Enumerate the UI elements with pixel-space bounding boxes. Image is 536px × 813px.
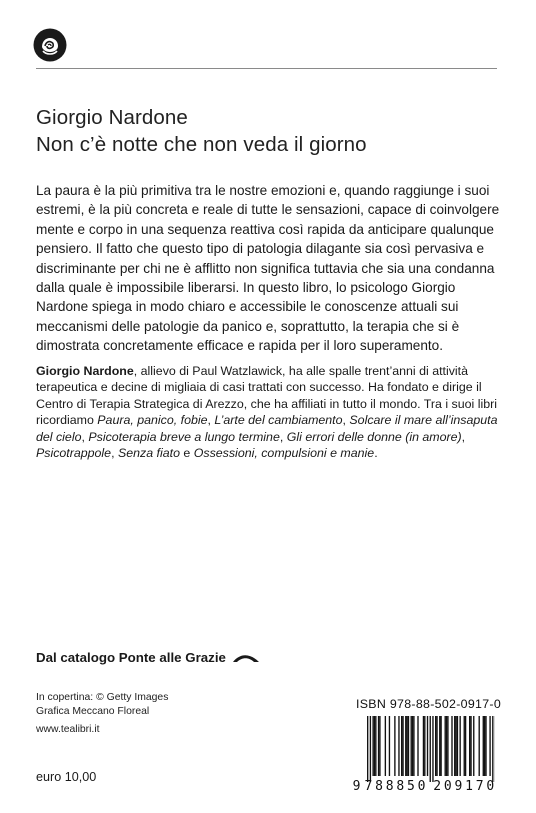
bio-book-title: Senza fiato: [117, 446, 180, 461]
barcode-bar: [464, 716, 465, 776]
barcode-bars: [355, 716, 495, 786]
barcode-bar: [447, 716, 448, 776]
cover-photo-credit: In copertina: © Getty Images: [36, 692, 169, 703]
barcode-bar: [457, 716, 458, 776]
barcode-bar: [402, 716, 403, 776]
barcode-bar: [375, 716, 376, 776]
bio-book-title: Psicoterapia breve a lungo termine: [88, 429, 280, 444]
bio-separator: ,: [111, 446, 118, 461]
barcode-guard-bar: [492, 716, 493, 782]
header-divider: [36, 68, 497, 69]
barcode-right-digits: 209170: [433, 779, 497, 794]
barcode-guard-bar: [430, 716, 431, 782]
barcode-bar: [401, 716, 402, 776]
blurb-paragraph: La paura è la più primitiva tra le nostre emozioni e, quando raggiunge i suoi estremi, è la più concreta e reale di tutte le sensazioni, capace di coinvolgere mente e corpo in una sequenza reattiva così rapida da anticipare qualunque pensiero. Il fatto che questo tipo di patologia dilagante sia così pervasiva e discriminante per chi ne è afflitto non significa tuttavia che sia una condanna dalla quale è impossibile liberarsi. In questo libro, lo psicologo Giorgio Nardone spiega in modo chiaro e accessibile le conoscenze attuali sui meccanismi delle patologie da panico e, soprattutto, la terapia che si è dimostrata concretamente efficace e rapida per il loro superamento.: [36, 183, 500, 354]
isbn-label: ISBN 978-88-502-0917-0: [356, 697, 502, 711]
barcode-bar: [394, 716, 395, 776]
bio-text: , allievo di Paul Watzlawick, ha alle spalle trent’anni di attività terapeutica e decine di migliaia di casi trattati con successo. Ha fondato e dirige il Centro di Terapia Strategica di Arezzo, che ha affiliati in tutto il mondo. Tra i suoi libri ricordiamo: [36, 364, 497, 428]
bio-book-title: Psicotrappole: [36, 446, 112, 461]
barcode-bar: [424, 716, 425, 776]
barcode-bar: [440, 716, 441, 776]
bio-book-title: Gli errori delle donne (in amore): [286, 429, 462, 444]
isbn-barcode: [351, 714, 497, 800]
bio-separator: ,: [81, 429, 89, 444]
author-bio: [36, 363, 502, 461]
barcode-bar: [469, 716, 470, 776]
price: euro 10,00: [36, 770, 97, 784]
barcode-bar: [470, 716, 471, 776]
barcode-bar: [484, 716, 485, 776]
barcode-bar: [446, 716, 447, 776]
bio-book-title: Solcare il mare all’insaputa del cielo: [36, 413, 498, 444]
catalog-line: [36, 650, 260, 665]
barcode-bar: [479, 716, 480, 776]
bio-separator: ,: [461, 429, 466, 444]
barcode-bar: [378, 716, 379, 776]
barcode-guard-bar: [370, 716, 371, 782]
bio-separator: ,: [207, 413, 215, 428]
barcode-bar: [436, 716, 437, 776]
bio-end: .: [374, 446, 378, 461]
barcode-bar: [423, 716, 424, 776]
barcode-bar: [459, 716, 460, 776]
barcode-bar: [374, 716, 375, 776]
barcode-bar: [465, 716, 466, 776]
bio-separator: ,: [342, 413, 350, 428]
barcode-digits: [351, 779, 497, 794]
design-credit: Grafica Meccano Floreal: [36, 706, 150, 717]
barcode-bar: [454, 716, 455, 776]
bio-book-title: Paura, panico, fobie: [97, 413, 208, 428]
author-name: Giorgio Nardone: [36, 106, 188, 129]
bio-separator: e: [179, 446, 194, 461]
barcode-bar: [398, 716, 399, 776]
barcode-left-digits: 788850: [364, 779, 429, 794]
barcode-bar: [412, 716, 413, 776]
barcode-bar: [451, 716, 452, 776]
barcode-first-digit: 9: [352, 779, 361, 794]
barcode-bar: [489, 716, 490, 776]
barcode-bar: [473, 716, 474, 776]
barcode-bar: [417, 716, 418, 776]
bio-book-title: L’arte del cambiamento: [214, 413, 343, 428]
book-title: Non c’è notte che non veda il giorno: [36, 133, 367, 156]
barcode-bar: [408, 716, 409, 776]
bridge-arc-icon: [232, 652, 260, 664]
title-block: [36, 104, 506, 158]
bio-author-name: Giorgio Nardone: [36, 364, 134, 378]
barcode-bar: [385, 716, 386, 776]
bio-separator: ,: [279, 429, 287, 444]
barcode-bar: [379, 716, 380, 776]
barcode-bar: [439, 716, 440, 776]
rose-publisher-logo-icon: [33, 28, 67, 62]
catalog-label: Dal catalogo Ponte alle Grazie: [36, 650, 226, 665]
barcode-bar: [405, 716, 406, 776]
barcode-bar: [435, 716, 436, 776]
barcode-bar: [406, 716, 407, 776]
barcode-guard-bar: [432, 716, 433, 782]
barcode-bar: [389, 716, 390, 776]
barcode-bar: [483, 716, 484, 776]
barcode-bar: [372, 716, 373, 776]
barcode-bar: [411, 716, 412, 776]
barcode-bar: [427, 716, 428, 776]
barcode-bar: [455, 716, 456, 776]
website-link[interactable]: www.tealibri.it: [36, 724, 100, 735]
barcode-guard-bar: [367, 716, 368, 782]
barcode-bar: [413, 716, 414, 776]
barcode-bar: [485, 716, 486, 776]
barcode-bar: [445, 716, 446, 776]
bio-book-title: Ossessioni, compulsioni e manie: [193, 446, 375, 461]
cover-credits: [36, 691, 168, 719]
